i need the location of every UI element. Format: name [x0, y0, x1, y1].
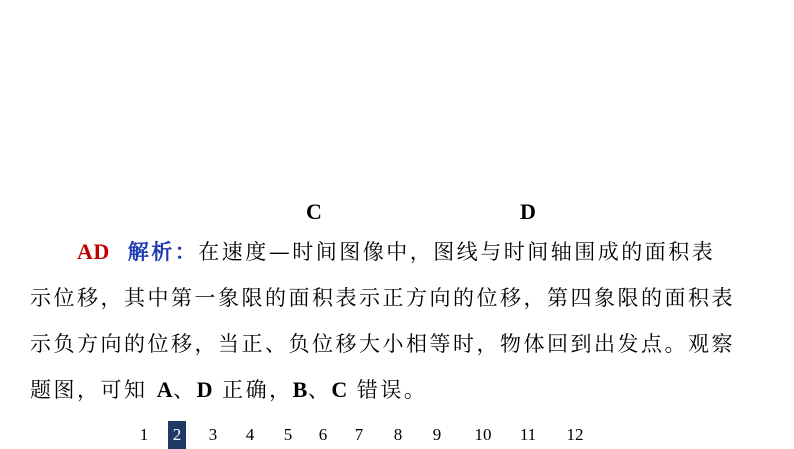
conclusion-text-c: 、	[173, 378, 197, 402]
explanation-line-1	[30, 229, 770, 275]
page-link-3[interactable]: 3	[208, 425, 218, 444]
conclusion-letter-b: B	[292, 377, 308, 402]
conclusion-text-a: 题图，可知	[30, 378, 157, 402]
page-link-8[interactable]: 8	[393, 425, 403, 444]
page-link-4[interactable]: 4	[245, 425, 255, 444]
page-navigation	[0, 419, 794, 449]
page-link-12[interactable]: 12	[566, 425, 584, 444]
conclusion-text-g: 、	[307, 378, 332, 402]
page-link-7[interactable]: 7	[354, 425, 364, 444]
conclusion-text-e: 正确，	[212, 378, 293, 402]
page-link-11[interactable]: 11	[519, 425, 537, 444]
conclusion-text-i: 错误。	[347, 378, 428, 402]
explanation-line-2: 示位移，其中第一象限的面积表示正方向的位移，第四象限的面积表	[30, 286, 735, 310]
option-c-label: C	[306, 199, 322, 224]
explanation-heading: 解析：	[127, 239, 199, 264]
explanation-line-4	[30, 367, 770, 413]
explanation-line-3: 示负方向的位移，当正、负位移大小相等时，物体回到出发点。观察	[30, 332, 735, 356]
page-link-1[interactable]: 1	[139, 425, 149, 444]
answer-label: AD	[77, 239, 110, 264]
conclusion-letter-a: A	[156, 377, 174, 402]
option-d-label: D	[520, 199, 536, 224]
page-link-2-current[interactable]: 2	[168, 421, 186, 449]
explanation-block	[30, 229, 770, 413]
page-link-10[interactable]: 10	[474, 425, 492, 444]
explanation-text-1: 在速度—时间图像中，图线与时间轴围成的面积表	[198, 240, 716, 264]
conclusion-letter-c: C	[331, 377, 348, 402]
page-link-9[interactable]: 9	[432, 425, 442, 444]
page-link-5[interactable]: 5	[283, 425, 293, 444]
conclusion-letter-d: D	[196, 377, 213, 402]
page-link-6[interactable]: 6	[318, 425, 328, 444]
